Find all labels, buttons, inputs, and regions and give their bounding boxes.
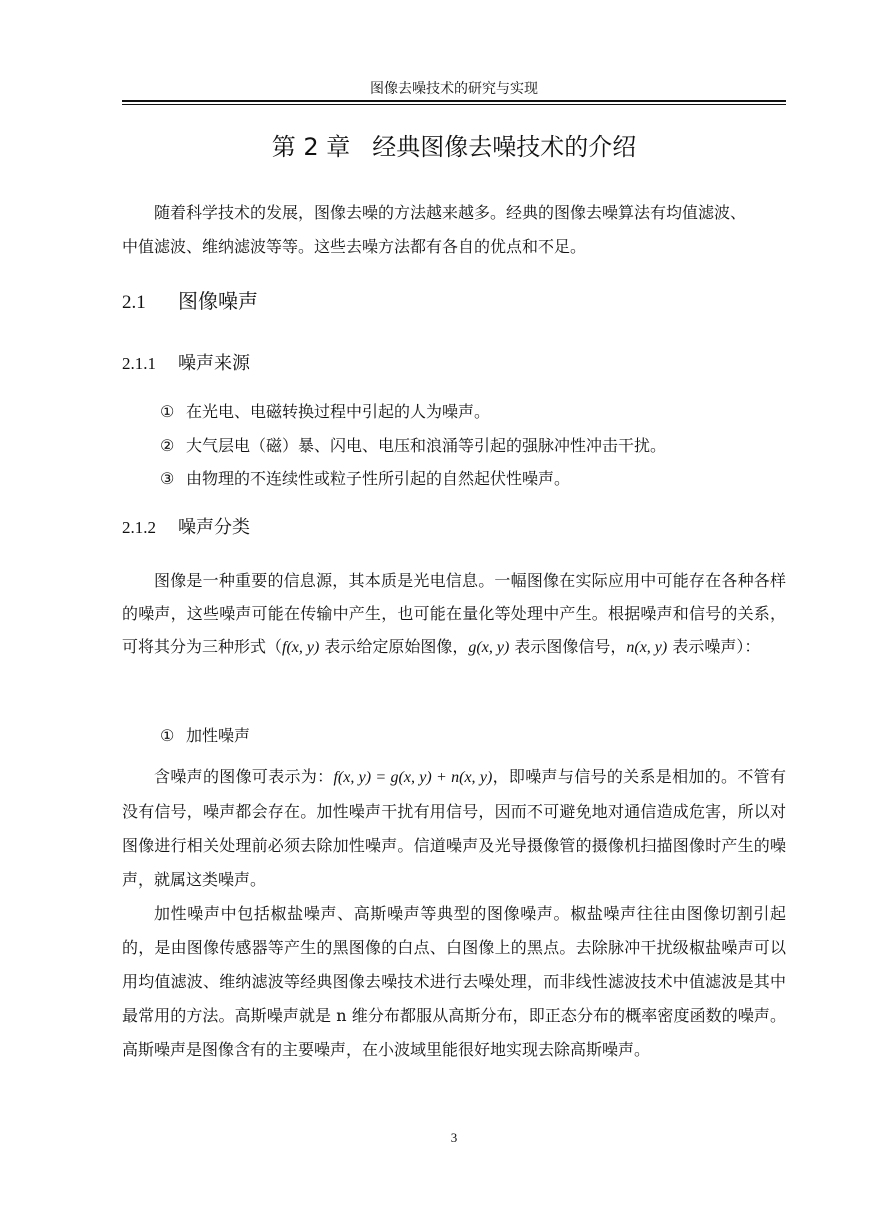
running-header: 图像去噪技术的研究与实现 bbox=[370, 81, 538, 97]
subsection-title: 噪声分类 bbox=[178, 517, 250, 538]
item-text: 大气层电（磁）暴、闪电、电压和浪涌等引起的强脉冲性冲击干扰。 bbox=[186, 436, 667, 455]
chapter-title: 经典图像去噪技术的介绍 bbox=[372, 133, 637, 161]
additive-heading bbox=[160, 724, 250, 748]
f-description: 表示给定原始图像， bbox=[319, 637, 469, 656]
g-expression: g(x, y) bbox=[468, 639, 510, 656]
classification-lead: 图像是一种重要的信息源，其本质是光电信息。一幅图像在实际应用中可能存在各种各样的噪声，这些噪声可能在传输中产生，也可能在量化等处理中产生。根据噪声和信号的关系，可将其分为三种形式（ bbox=[122, 571, 786, 656]
f-expression: f(x, y) bbox=[282, 639, 320, 656]
section-2-1-1-heading bbox=[122, 351, 250, 377]
item-text: 由物理的不连续性或粒子性所引起的自然起伏性噪声。 bbox=[186, 469, 571, 488]
additive-paragraph-2: 加性噪声中包括椒盐噪声、高斯噪声等典型的图像噪声。椒盐噪声往往由图像切割引起的，是由图像传感器等产生的黑图像的白点、白图像上的黑点。去除脉冲干扰级椒盐噪声可以用均值滤波、维纳滤波等经典图像去噪技术进行去噪处理，而非线性滤波技术中值滤波是其中最常用的方法。高斯噪声就是 n 维分布都服从高斯分布，即正态分布的概率密度函数的噪声。高斯噪声是图像含有的主要噪声，在小波域里能很好地实现去除高斯噪声。 bbox=[122, 904, 786, 1059]
equation-tail: ，即噪声与信号的关系是相加的。不管有没有信号，噪声都会存在。加性噪声干扰有用信号，因而不可避免地对通信造成危害，所以对图像进行相关处理前必须去除加性噪声。信道噪声及光导摄像管的摄像机扫描图像时产生的噪声，就属这类噪声。 bbox=[122, 767, 786, 889]
additive-title: 加性噪声 bbox=[186, 726, 251, 745]
chapter-number: 第 2 章 bbox=[271, 133, 351, 161]
additive-paragraph bbox=[122, 760, 786, 1067]
source-item bbox=[160, 467, 570, 491]
chapter-heading bbox=[122, 130, 786, 164]
item-text: 在光电、电磁转换过程中引起的人为噪声。 bbox=[186, 402, 491, 421]
n-description: 表示噪声）： bbox=[667, 637, 761, 656]
n-expression: n(x, y) bbox=[626, 639, 668, 656]
source-item bbox=[160, 400, 490, 424]
source-item bbox=[160, 434, 666, 458]
intro-line-2: 中值滤波、维纳滤波等等。这些去噪方法都有各自的优点和不足。 bbox=[122, 237, 587, 256]
section-title: 图像噪声 bbox=[178, 289, 258, 313]
item-marker: ② bbox=[160, 436, 175, 455]
intro-line-1: 随着科学技术的发展，图像去噪的方法越来越多。经典的图像去噪算法有均值滤波、 bbox=[154, 203, 747, 222]
intro-paragraph bbox=[122, 196, 786, 264]
header-rule-thin bbox=[122, 104, 786, 105]
subsection-number: 2.1.2 bbox=[122, 518, 156, 537]
item-marker: ① bbox=[160, 402, 175, 421]
item-marker: ① bbox=[160, 726, 175, 745]
equation-lead: 含噪声的图像可表示为： bbox=[154, 767, 334, 786]
section-number: 2.1 bbox=[122, 292, 146, 313]
item-marker: ③ bbox=[160, 469, 175, 488]
classification-paragraph bbox=[122, 564, 786, 664]
header-rule-thick bbox=[122, 100, 786, 102]
subsection-number: 2.1.1 bbox=[122, 354, 156, 373]
section-2-1-2-heading bbox=[122, 515, 250, 541]
subsection-title: 噪声来源 bbox=[178, 353, 250, 374]
section-2-1-heading bbox=[122, 287, 258, 317]
page-number: 3 bbox=[450, 1130, 458, 1145]
g-description: 表示图像信号， bbox=[509, 637, 627, 656]
equation: f(x, y) = g(x, y) + n(x, y) bbox=[333, 769, 493, 786]
